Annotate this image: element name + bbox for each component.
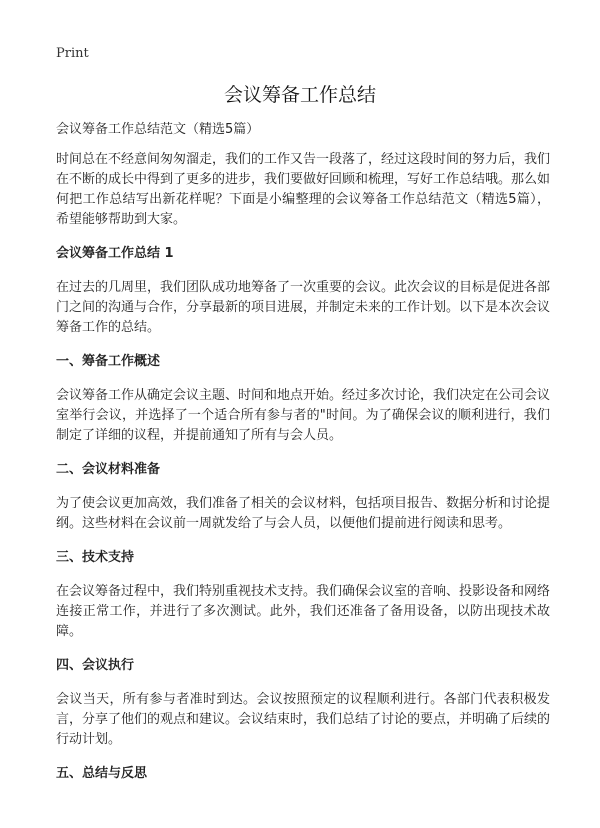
section-intro-paragraph: 在过去的几周里，我们团队成功地筹备了一次重要的会议。此次会议的目标是促进各部门之间的沟通与合作，分享最新的项目进展，并制定未来的工作计划。以下是本次会议筹备工作的总结。 bbox=[56, 280, 551, 335]
section-heading: 会议筹备工作总结 1 bbox=[56, 246, 174, 261]
block-text-1: 会议筹备工作从确定会议主题、时间和地点开始。经过多次讨论，我们决定在公司会议室举行会议，并选择了一个适合所有参与者的"时间。为了确保会议的顺利进行，我们制定了详细的议程，并提前通知了所有与会人员。 bbox=[56, 388, 551, 443]
document-subtitle: 会议筹备工作总结范文（精选5篇） bbox=[56, 122, 260, 137]
block-text-2: 为了使会议更加高效，我们准备了相关的会议材料，包括项目报告、数据分析和讨论提纲。这些材料在会议前一周就发给了与会人员，以便他们提前进行阅读和思考。 bbox=[56, 496, 551, 531]
block-text-3: 在会议筹备过程中，我们特别重视技术支持。我们确保会议室的音响、投影设备和网络连接正常工作，并进行了多次测试。此外，我们还准备了备用设备，以防出现技术故障。 bbox=[56, 584, 551, 639]
block-text-4: 会议当天，所有参与者准时到达。会议按照预定的议程顺利进行。各部门代表积极发言，分享了他们的观点和建议。会议结束时，我们总结了讨论的要点，并明确了后续的行动计划。 bbox=[56, 692, 551, 747]
block-heading-1: 一、筹备工作概述 bbox=[56, 354, 161, 369]
print-link[interactable]: Print bbox=[56, 46, 89, 61]
block-heading-3: 三、技术支持 bbox=[56, 550, 135, 565]
block-heading-4: 四、会议执行 bbox=[56, 658, 135, 673]
block-heading-5: 五、总结与反思 bbox=[56, 766, 148, 781]
intro-paragraph: 时间总在不经意间匆匆溜走，我们的工作又告一段落了，经过这段时间的努力后，我们在不断的成长中得到了更多的进步，我们要做好回顾和梳理，写好工作总结哦。那么如何把工作总结写出新花样呢？下面是小编整理的会议筹备工作总结范文（精选5篇），希望能够帮助到大家。 bbox=[56, 152, 551, 227]
page-title: 会议筹备工作总结 bbox=[223, 84, 376, 106]
block-heading-2: 二、会议材料准备 bbox=[56, 462, 161, 477]
document-body bbox=[56, 120, 550, 798]
